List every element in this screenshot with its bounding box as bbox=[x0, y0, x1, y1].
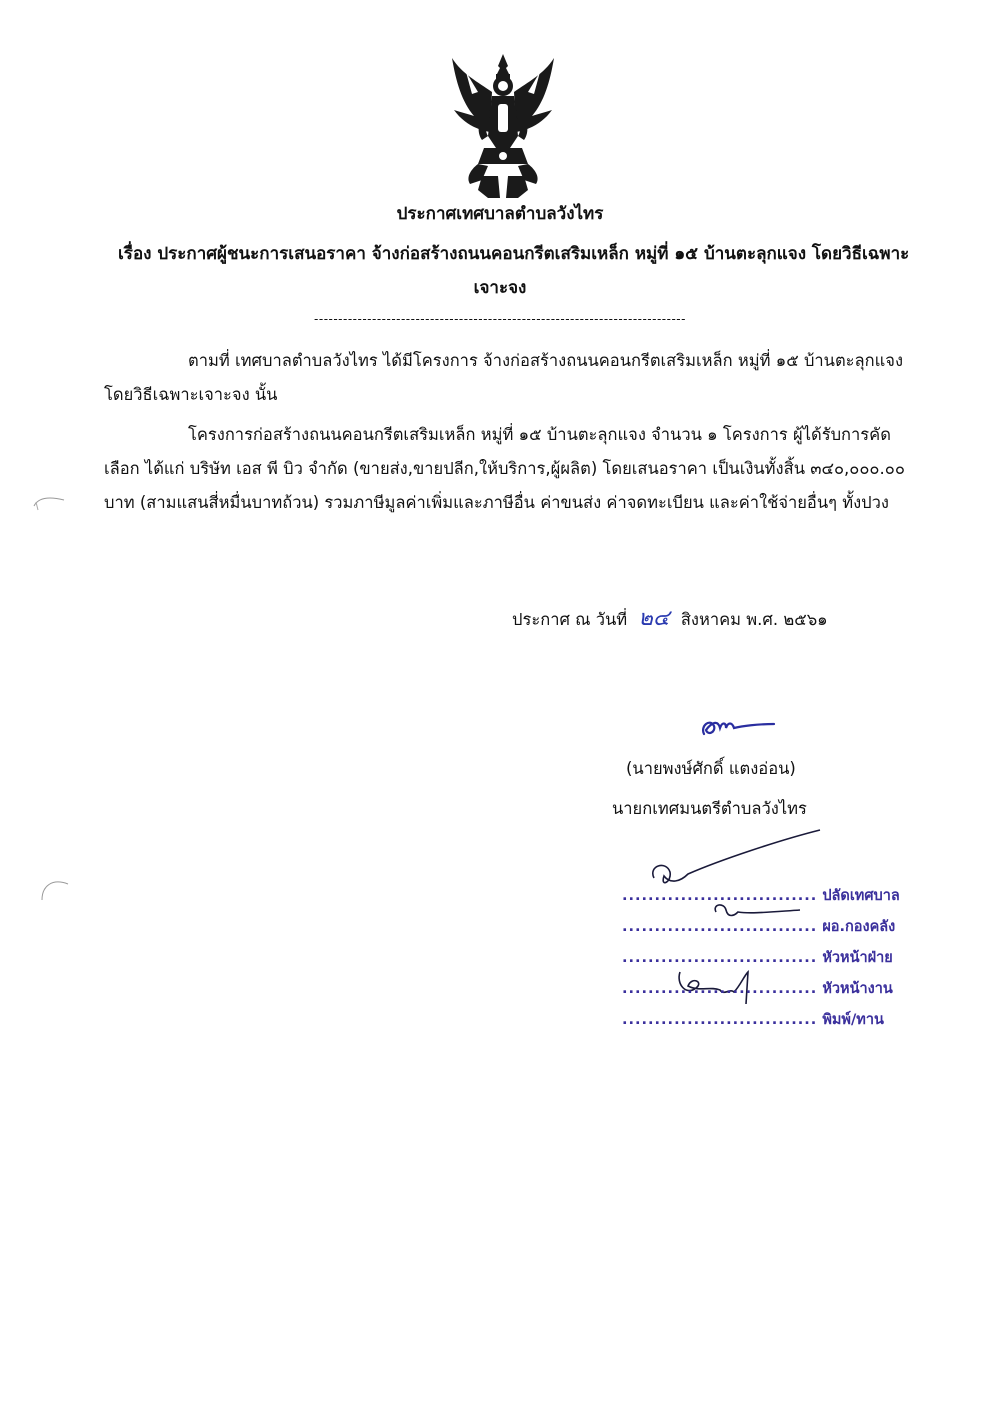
stamp-dots: .............................. bbox=[622, 950, 818, 966]
approval-stamp bbox=[622, 884, 902, 1039]
stamp-row-typist bbox=[622, 1008, 902, 1039]
date-day-handwritten: ๒๔ bbox=[638, 606, 670, 631]
stamp-row-clerk bbox=[622, 884, 902, 915]
stamp-label: ผอ.กองคลัง bbox=[822, 919, 896, 935]
mayor-signature bbox=[698, 712, 778, 742]
date-month-year: สิงหาคม พ.ศ. ๒๕๖๑ bbox=[680, 610, 828, 629]
stamp-row-work-head bbox=[622, 977, 902, 1008]
stamp-dots: .............................. bbox=[622, 919, 818, 935]
stamp-row-section-head bbox=[622, 946, 902, 977]
stamp-dots: .............................. bbox=[622, 1012, 818, 1028]
stamp-label: หัวหน้าฝ่าย bbox=[822, 950, 893, 966]
document-subject-continued: เจาะจง bbox=[473, 278, 527, 298]
signer-name: (นายพงษ์ศักดิ์ แตงอ่อน) bbox=[626, 759, 796, 778]
signer-title: นายกเทศมนตรีตำบลวังไทร bbox=[612, 799, 807, 818]
garuda-emblem bbox=[448, 52, 558, 200]
stamp-label: ปลัดเทศบาล bbox=[822, 888, 900, 904]
paragraph-winner bbox=[104, 418, 914, 520]
stamp-dots: .............................. bbox=[622, 888, 818, 904]
punch-hole-mark bbox=[30, 492, 70, 512]
stamp-dots: .............................. bbox=[622, 981, 818, 997]
divider-line: ----------------------------------------------------------------------------- bbox=[314, 312, 686, 326]
announcement-date bbox=[512, 600, 828, 635]
stamp-label: พิมพ์/ทาน bbox=[822, 1012, 884, 1028]
paragraph-winner-text: โครงการก่อสร้างถนนคอนกรีตเสริมเหล็ก หมู่ที่ ๑๕ บ้านตะลุกแจง จำนวน ๑ โครงการ ผู้ได้รับการคัดเลือก ได้แก่ บริษัท เอส พี บิว จำกัด (ขายส่ง,ขายปลีก,ให้บริการ,ผู้ผลิต) โดยเสนอราคา เป็นเงินทั้งสิ้น ๓๔๐,๐๐๐.๐๐ บาท (สามแสนสี่หมื่นบาทถ้วน) รวมภาษีมูลค่าเพิ่มและภาษีอื่น ค่าขนส่ง ค่าจดทะเบียน และค่าใช้จ่ายอื่นๆ ทั้งปวง bbox=[104, 425, 905, 512]
stamp-row-finance bbox=[622, 915, 902, 946]
document-org-title: ประกาศเทศบาลตำบลวังไทร bbox=[396, 204, 604, 224]
stamp-label: หัวหน้างาน bbox=[822, 981, 893, 997]
document-subject: เรื่อง ประกาศผู้ชนะการเสนอราคา จ้างก่อสร้างถนนคอนกรีตเสริมเหล็ก หมู่ที่ ๑๕ บ้านตะลุกแจง โดยวิธีเฉพาะ bbox=[118, 244, 910, 264]
date-prefix: ประกาศ ณ วันที่ bbox=[512, 610, 628, 629]
paragraph-project-text: ตามที่ เทศบาลตำบลวังไทร ได้มีโครงการ จ้างก่อสร้างถนนคอนกรีตเสริมเหล็ก หมู่ที่ ๑๕ บ้านตะลุกแจง โดยวิธีเฉพาะเจาะจง นั้น bbox=[104, 351, 903, 404]
paragraph-project bbox=[104, 344, 914, 412]
punch-hole-mark bbox=[38, 874, 74, 904]
